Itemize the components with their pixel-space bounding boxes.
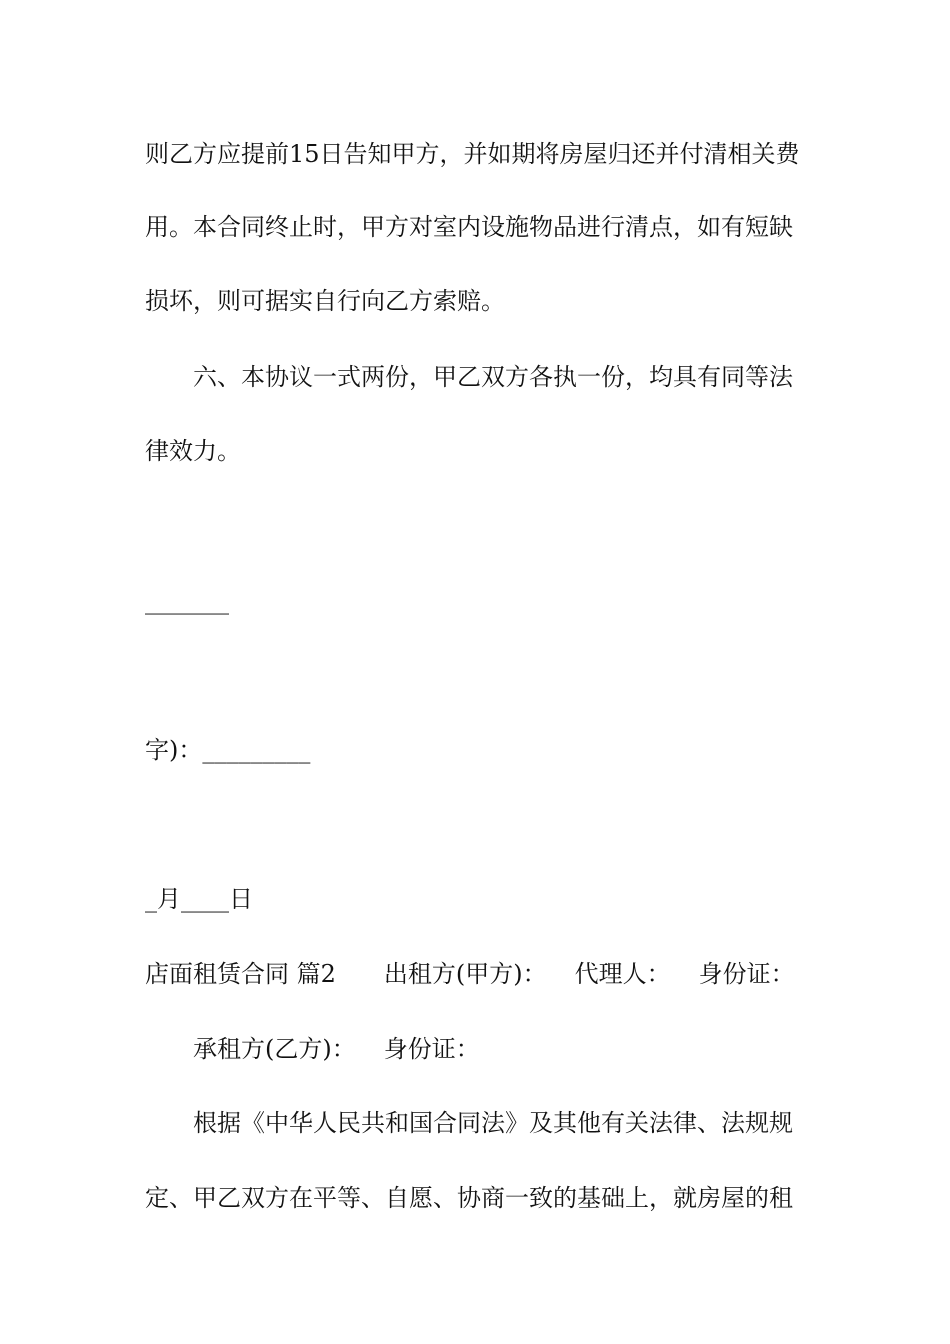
paragraph-line: 用。本合同终止时，甲方对室内设施物品进行清点，如有短缺	[145, 213, 793, 241]
lessee-line	[145, 1034, 807, 1064]
paragraph-line: 则乙方应提前15日告知甲方，并如期将房屋归还并付清相关费	[145, 140, 800, 168]
date-continuation: _月____日	[145, 885, 253, 913]
paragraph-line: 损坏，则可据实自行向乙方索赔。	[145, 287, 505, 315]
lessor-id-label: 身份证：	[698, 960, 795, 988]
representative-continuation: 字)：_________	[145, 736, 311, 764]
lessee-label: 承租方(乙方)：	[193, 1035, 356, 1063]
blank-continuation: _______	[145, 587, 229, 615]
preamble-line: 定、甲乙双方在平等、自愿、协商一致的基础上，就房屋的租	[145, 1184, 793, 1212]
lessee-id-label: 身份证：	[383, 1035, 480, 1063]
paragraph-line: 律效力。	[145, 437, 241, 465]
preamble-line: 根据《中华人民共和国合同法》及其他有关法律、法规规	[193, 1109, 793, 1137]
contract-two-header-line	[145, 959, 807, 989]
agent-label: 代理人：	[574, 960, 671, 988]
contract-title: 店面租赁合同 篇2	[145, 960, 336, 988]
clause-six-line: 六、本协议一式两份，甲乙双方各执一份，均具有同等法	[193, 363, 793, 391]
lessor-label: 出租方(甲方)：	[383, 960, 547, 988]
